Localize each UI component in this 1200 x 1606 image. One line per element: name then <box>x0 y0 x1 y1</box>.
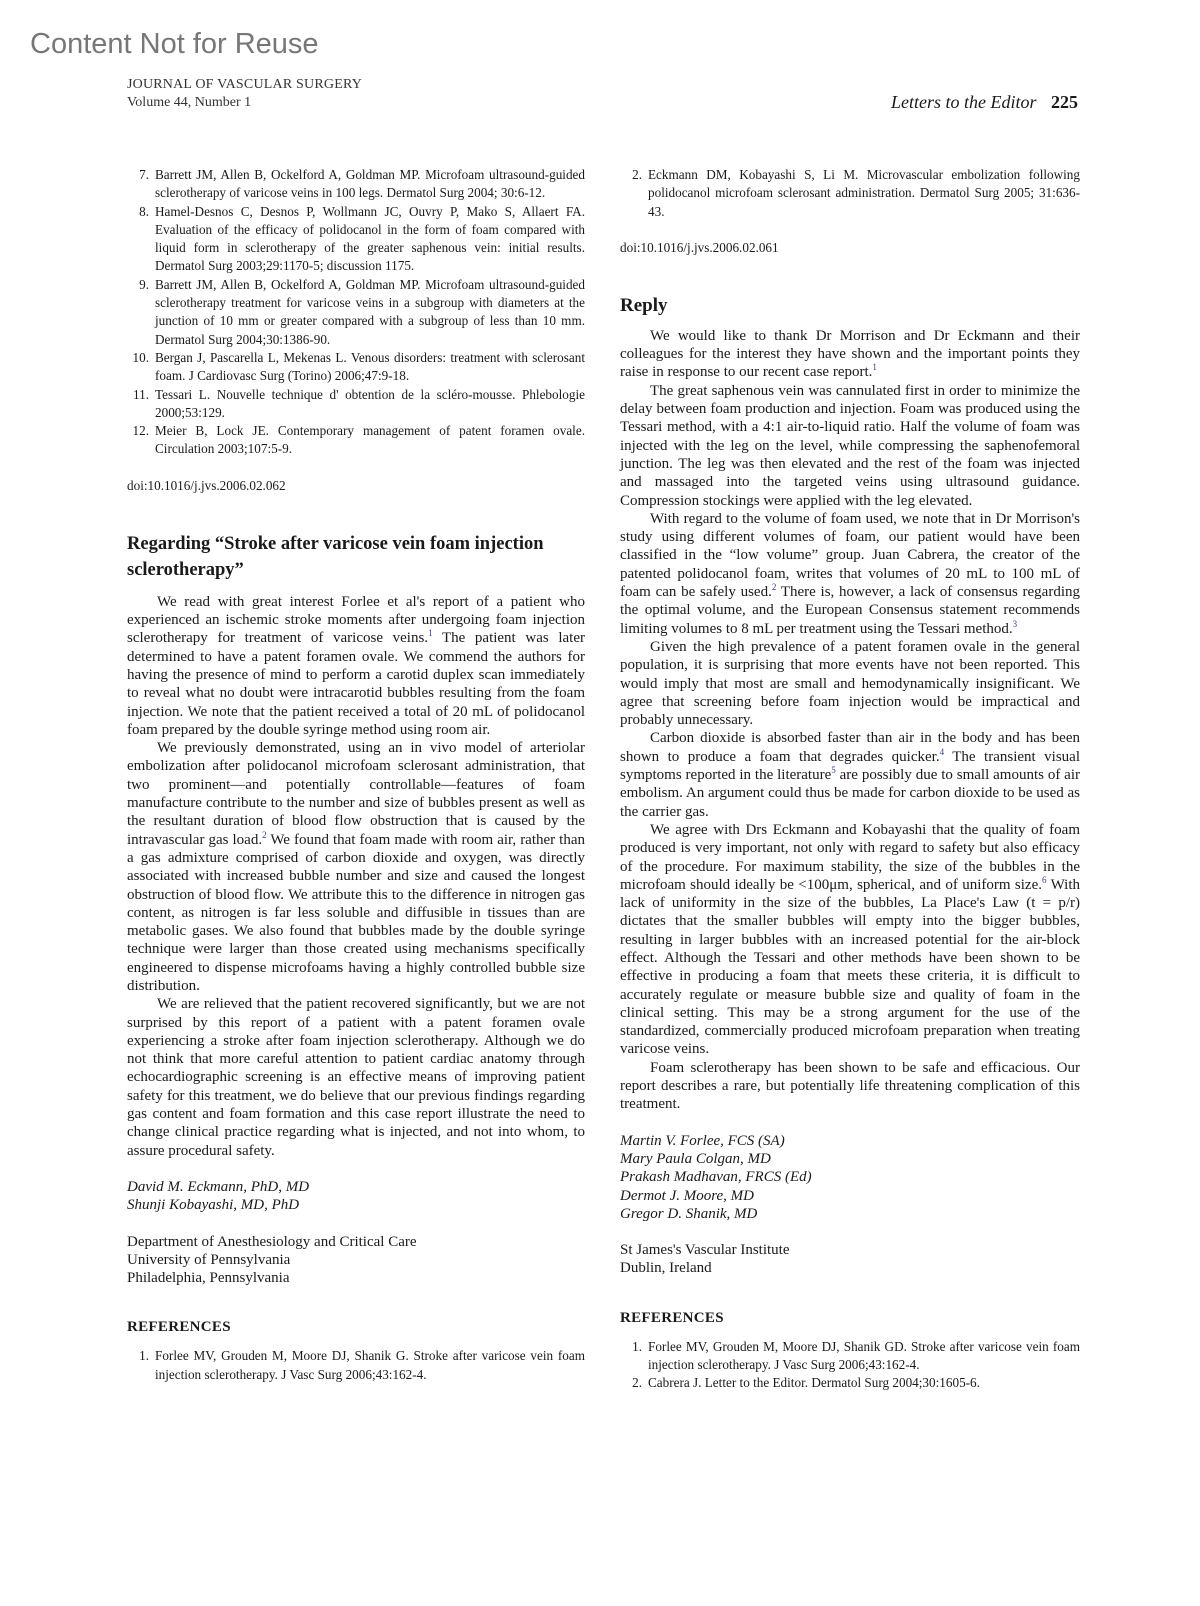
reference-item <box>127 422 585 459</box>
affiliation-line: Philadelphia, Pennsylvania <box>127 1270 290 1287</box>
doi: doi:10.1016/j.jvs.2006.02.061 <box>620 239 779 255</box>
author-name: Gregor D. Shanik, MD <box>620 1205 758 1222</box>
reference-number: 2. <box>632 1375 642 1391</box>
reference-list <box>127 1347 585 1384</box>
references-heading: REFERENCES <box>127 1319 231 1336</box>
paragraph <box>620 327 1080 382</box>
text-run: We read with great interest Forlee et al's report of a patient who experienced an ischemic stroke moments after undergoing foam injection sclerotherapy for treatment of varicose veins. <box>127 593 585 647</box>
reference-number: 2. <box>632 167 642 182</box>
citation-marker: 1 <box>428 628 433 639</box>
author-name: Dermot J. Moore, MD <box>620 1187 754 1204</box>
author-list <box>620 1132 1080 1223</box>
journal-header <box>127 76 362 112</box>
reference-list <box>620 166 1080 221</box>
text-run: We previously demonstrated, using an in vivo model of arteriolar embolization after polidocanol microfoam sclerosant administration, that two prominent—and potentially controllable—features of foam manufacture contribute to the number and size of bubbles present as well as the resultant duration of blood flow obstruction that is caused by the intravascular gas load. <box>127 740 585 848</box>
author-name: David M. Eckmann, PhD, MD <box>127 1178 310 1195</box>
watermark: Content Not for Reuse <box>30 28 319 60</box>
citation-marker: 2 <box>262 829 267 840</box>
right-column <box>620 166 1080 1393</box>
reference-list <box>620 1338 1080 1393</box>
citation-marker: 2 <box>771 582 777 593</box>
reference-item <box>127 166 585 203</box>
reference-item <box>620 166 1080 221</box>
paragraph: The great saphenous vein was cannulated first in order to minimize the delay between foam production and injection. Foam was produced using the Tessari method, with a 4:1 air-to-liquid ratio. Half the volume of foam was injected with the leg on the level, while compressing the saphenofemoral junction. The leg was then elevated and the rest of the foam was injected and massaged into the targeted veins using ultrasound guidance. Compression stockings were applied with the leg elevated. <box>620 382 1080 509</box>
paragraph: Foam sclerotherapy has been shown to be safe and efficacious. Our report describes a rare, but potentially life threatening complication of this treatment. <box>620 1059 1080 1113</box>
reference-item <box>127 203 585 276</box>
text-run: The patient was later determined to have a patent foramen ovale. We commend the authors for having the presence of mind to perform a carotid duplex scan immediately to reveal what no doubt were intracarotid bubbles resulting from the foam injection. We note that the patient received a total of 20 mL of polidocanol foam prepared by the double syringe method using room air. <box>127 630 586 738</box>
affiliation <box>127 1233 585 1288</box>
affiliation <box>620 1241 1080 1278</box>
running-head <box>891 92 1078 112</box>
affiliation-line: University of Pennsylvania <box>127 1251 291 1268</box>
reference-number: 9. <box>139 276 149 292</box>
reference-list <box>127 166 585 459</box>
reply-body <box>620 327 1080 1114</box>
reference-number: 10. <box>132 349 149 365</box>
citation-marker: 4 <box>939 746 945 757</box>
reference-number: 11. <box>133 386 149 402</box>
affiliation-line: Department of Anesthesiology and Critical Care <box>127 1233 417 1250</box>
affiliation-line: Dublin, Ireland <box>620 1260 712 1277</box>
paragraph <box>127 593 585 739</box>
text-run: We found that foam made with room air, rather than a gas admixture comprised of carbon dioxide and oxygen, was directly associated with increased bubble number and size and caused the longest obstruction of blood flow. We attribute this to the difference in nitrogen gas content, as nitrogen is far less soluble and diffusible in tissues than are metabolic gases. We also found that bubbles made by the double syringe technique were larger than those created using mechanisms specifically engineered to dispense microfoams having a highly controlled bubble size distribution. <box>127 831 586 994</box>
reference-number: 7. <box>139 167 149 182</box>
reference-text: Forlee MV, Grouden M, Moore DJ, Shanik G. Stroke after varicose vein foam injection sclerotherapy. J Vasc Surg 2006;43:162-4. <box>155 1348 585 1382</box>
reference-text: Eckmann DM, Kobayashi S, Li M. Microvascular embolization following polidocanol microfoam sclerosant administration. Dermatol Surg 2005; 31:636-43. <box>648 167 1080 219</box>
author-name: Shunji Kobayashi, MD, PhD <box>127 1197 300 1214</box>
reference-number: 8. <box>139 203 149 219</box>
reference-text: Tessari L. Nouvelle technique d' obtention de la scléro-mousse. Phlebologie 2000;53:129. <box>155 386 585 420</box>
text-run: The transient visual symptoms reported in the literature <box>620 748 1081 784</box>
reply-heading: Reply <box>620 294 668 316</box>
doi: doi:10.1016/j.jvs.2006.02.062 <box>127 477 286 493</box>
journal-volume: Volume 44, Number 1 <box>127 95 252 110</box>
letter-body <box>127 593 585 1160</box>
reference-item <box>127 276 585 349</box>
paragraph: We are relieved that the patient recovered significantly, but we are not surprised by this report of a patient with a patent foramen ovale experiencing a stroke after foam injection sclerotherapy. Although we do not think that more careful attention to patient cardiac anatomy through echocardiographic screening is an effective means of improving patient safety for this treatment, we do believe that our previous findings regarding gas content and foam formation and this case report illustrate the need to change clinical practice regarding what is injected, and not into whom, to assure procedural safety. <box>127 996 585 1159</box>
paragraph <box>620 821 1080 1059</box>
journal-name: JOURNAL OF VASCULAR SURGERY <box>127 77 363 92</box>
text-run: We agree with Drs Eckmann and Kobayashi that the quality of foam produced is very important, not only with regard to safety but also efficacy of the procedure. For maximum stability, the size of the bubbles in the microfoam should ideally be <100μm, spherical, and of uniform size. <box>620 821 1080 893</box>
citation-marker: 3 <box>1012 618 1018 629</box>
references-heading: REFERENCES <box>620 1309 724 1326</box>
reference-text: Forlee MV, Grouden M, Moore DJ, Shanik GD. Stroke after varicose vein foam injection sclerotherapy. J Vasc Surg 2006;43:162-4. <box>648 1338 1080 1373</box>
reference-item <box>127 386 585 423</box>
text-run: There is, however, a lack of consensus regarding the optimal volume, and the European Consensus statement recommends limiting volumes to 8 mL per treatment using the Tessari method. <box>620 584 1080 637</box>
left-column <box>127 166 585 1384</box>
section-title: Letters to the Editor <box>891 92 1037 112</box>
author-name: Prakash Madhavan, FRCS (Ed) <box>620 1169 812 1186</box>
reference-number: 12. <box>132 423 149 439</box>
text-run: We would like to thank Dr Morrison and Dr Eckmann and their colleagues for the interest they have shown and the important points they raise in response to our recent case report. <box>620 327 1080 381</box>
text-run: are possibly due to small amounts of air embolism. An argument could thus be made for carbon dioxide to be used as the carrier gas. <box>620 767 1081 820</box>
author-list <box>127 1178 585 1215</box>
paragraph: Given the high prevalence of a patent foramen ovale in the general population, it is surprising that more events have not been reported. This would imply that most are small and hemodynamically insignificant. We agree that screening before foam injection would be impractical and probably unnecessary. <box>620 638 1080 729</box>
reference-item <box>127 1347 585 1384</box>
paragraph <box>620 510 1080 638</box>
reference-item <box>127 349 585 386</box>
citation-marker: 6 <box>1042 874 1047 885</box>
citation-marker: 1 <box>872 362 877 373</box>
author-name: Martin V. Forlee, FCS (SA) <box>620 1132 785 1149</box>
text-run: With regard to the volume of foam used, we note that in Dr Morrison's study using different volumes of foam, our patient would have been classified in the “low volume” group. Juan Cabrera, the creator of the patented polidocanol foam, writes that volumes of 20 mL to 100 mL of foam can be safely used. <box>620 510 1080 601</box>
reference-text: Meier B, Lock JE. Contemporary management of patent foramen ovale. Circulation 2003;107:5-9. <box>155 423 585 457</box>
reference-item <box>620 1374 1080 1392</box>
reference-text: Barrett JM, Allen B, Ockelford A, Goldman MP. Microfoam ultrasound-guided sclerotherapy treatment for varicose veins in a subgroup with diameters at the junction of 10 mm or greater compared with a subgroup of less than 10 mm. Dermatol Surg 2004;30:1386-90. <box>155 276 585 347</box>
paragraph <box>127 739 585 995</box>
letter-title: Regarding “Stroke after varicose vein foam injection sclerotherapy” <box>127 533 544 580</box>
citation-marker: 5 <box>831 765 836 776</box>
paragraph <box>620 729 1080 820</box>
reference-text: Cabrera J. Letter to the Editor. Dermatol Surg 2004;30:1605-6. <box>648 1375 980 1391</box>
text-run: Carbon dioxide is absorbed faster than air in the body and has been shown to produce a foam that degrades quicker. <box>620 730 1080 765</box>
text-run: With lack of uniformity in the size of the bubbles, La Place's Law (t = p/r) dictates that the smaller bubbles will empty into the bigger bubbles, resulting in larger bubbles with an increased potential for the air-block effect. Although the Tessari and other methods have been shown to be effective in producing a foam that meets these criteria, it is difficult to accurately regulate or measure bubble size and quality of foam in the clinical setting. This may be a strong argument for the use of the standardized, commercially produced microfoam preparation when treating varicose veins. <box>620 876 1080 1058</box>
reference-text: Bergan J, Pascarella L, Mekenas L. Venous disorders: treatment with sclerosant foam. J Cardiovasc Surg (Torino) 2006;47:9-18. <box>155 349 585 384</box>
affiliation-line: St James's Vascular Institute <box>620 1242 790 1259</box>
reference-item <box>620 1338 1080 1375</box>
reference-number: 1. <box>139 1348 149 1364</box>
reference-number: 1. <box>632 1338 642 1354</box>
author-name: Mary Paula Colgan, MD <box>620 1150 771 1167</box>
page-number: 225 <box>1051 92 1078 112</box>
reference-text: Hamel-Desnos C, Desnos P, Wollmann JC, Ouvry P, Mako S, Allaert FA. Evaluation of the efficacy of polidocanol in the form of foam compared with liquid form in sclerotherapy of the greater saphenous vein: initial results. Dermatol Surg 2003;29:1170-5; discussion 1175. <box>155 203 585 274</box>
reference-text: Barrett JM, Allen B, Ockelford A, Goldman MP. Microfoam ultrasound-guided sclerotherapy of varicose veins in 100 legs. Dermatol Surg 2004; 30:6-12. <box>155 167 585 201</box>
